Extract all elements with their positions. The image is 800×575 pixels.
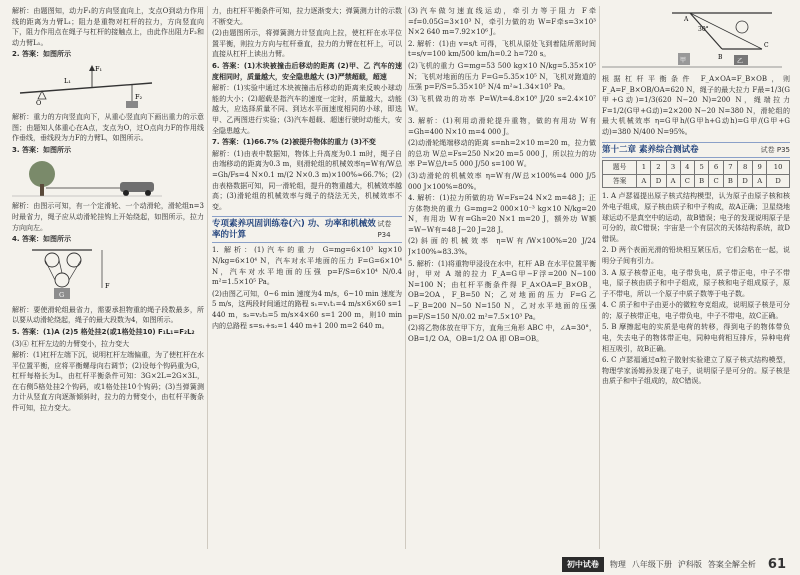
- column-divider: [599, 6, 600, 549]
- paragraph: 1. 解析：(1)汽车的重力 G=mg=6×10³ kg×10 N/kg=6×10⁴ N，汽车对水平地面的压力 F=G=6×10⁴ N，汽车对水平地面的压强 p=F/S=6×10⁴ N/0.4 m²=1.5×10⁵ Pa。: [212, 246, 402, 287]
- table-cell: 题号: [603, 161, 637, 175]
- footer-brand: 初中试卷: [562, 557, 604, 572]
- table-cell: 4: [680, 161, 695, 175]
- paragraph: (2)飞机的重力 G=mg=53 500 kg×10 N/kg=5.35×10⁵ N；飞机对地面的压力 F=G=5.35×10⁵ N，飞机对跑道的压强 p=F/S=5.35×10⁵ N/4 m²≈1.34×10⁵ Pa。: [408, 61, 596, 92]
- table-cell: 6: [709, 161, 724, 175]
- column-1: [12, 6, 204, 549]
- column-2: [212, 6, 402, 549]
- section-page-ref: 试卷 P34: [377, 220, 392, 239]
- paragraph: (2)动滑轮绳端移动的距离 s=nh=2×10 m=20 m，拉力做的总功 W总=Fs=250 N×20 m=5 000 J，所以拉力的功率 P=W总/t=5 000 J/50 s=100 W。: [408, 139, 596, 169]
- answer-table: [602, 160, 790, 188]
- table-cell: A: [666, 174, 680, 188]
- tree-car-figure: [12, 158, 204, 198]
- table-cell: D: [651, 174, 666, 188]
- paragraph: 5. 解析：(1)将重物甲浸没在水中，杠杆 AB 在水平位置平衡时，甲对 A 端的拉力 F_A=G甲−F浮=200 N−100 N=100 N；由杠杆平衡条件得 F_A×OA=F_B×OB，OB=2OA，F_B=50 N；乙对地面的压力 F=G乙−F_B=200 N−50 N=150 N，乙对水平地面的压强 p=F/S=150 N/0.02 m²=7.5×10³ Pa。: [408, 259, 596, 321]
- column-divider: [207, 6, 208, 549]
- paragraph: 1. A 卢瑟福提出原子核式结构模型，认为原子由原子核和核外电子组成，原子核由质子和中子构成，故A正确；卫星绕地球运动不是真空中的运动，故B错误；电子的发现说明原子是可分的，故C错误；宇宙是一个有层次的天体结构系统，故D错误。: [602, 192, 790, 243]
- table-cell: 1: [637, 161, 651, 175]
- paragraph: 解析：重力的方向竖直向下，从重心竖直向下画出重力的示意图；由题知人体重心在A点，支点为O，过O点向力F的作用线作垂线，垂线段为力F的力臂L，如图所示。: [12, 112, 204, 143]
- table-cell: B: [723, 174, 737, 188]
- label-a: A: [684, 16, 689, 23]
- label-jia: 甲: [680, 57, 687, 64]
- footer-series: 答案全解全析: [707, 559, 756, 569]
- paragraph: 解析：(1)由表中数据知，物体上升高度为0.1 m时，绳子自由端移动的距离为0.3 m，则滑轮组的机械效率η=W有/W总=Gh/Fs=4 N×0.1 m/(2 N×0.3 m)×100%≈66.7%；(2)由表格数据可知，同一滑轮组，提升的物重越大，机械效率越高；(3)滑轮组的机械效率与绳子的绕法无关，机械效率不变。: [212, 149, 402, 211]
- table-cell: C: [709, 174, 724, 188]
- section-header: [602, 142, 790, 159]
- paragraph: (3)汽车做匀速直线运动，牵引力等于阻力 F牵=f=0.05G=3×10³ N，牵引力做的功 W=F牵s=3×10³ N×2 640 m=7.92×10⁶ J。: [408, 7, 596, 37]
- paragraph: (2)将乙物体放在甲下方，直角三角形 ABC 中，∠A=30°，OB=1/2 OA，OB=1/2 OA 即 OB=OB。: [408, 324, 596, 343]
- table-cell: D: [738, 174, 753, 188]
- answer-label: 2. 答案：如图所示: [12, 50, 71, 59]
- paragraph: (2)由题图所示，将弹簧测力计竖直向上拉，使杠杆在水平位置平衡，则拉力方向与杠杆垂直，拉力的力臂在杠杆上，可以直接从杠杆上读出力臂。: [212, 29, 402, 59]
- table-cell: 10: [767, 161, 790, 175]
- label-f: F: [105, 281, 110, 290]
- paragraph: (2)由图乙可知，0~6 min 速度为4 m/s，6~10 min 速度为5 m/s，这两段时间通过的路程 s₁=v₁t₁=4 m/s×6×60 s=1 440 m，s₂=v₂t₂=5 m/s×4×60 s=1 200 m，则10 min内的总路程 s=s₁+s₂=1 440 m+1 200 m=2 640 m。: [212, 289, 402, 330]
- footer-subject: 物理: [609, 559, 626, 569]
- table-cell: 8: [738, 161, 753, 175]
- paragraph: 2. 解析：(1)由 v=s/t 可得，飞机从原处飞到着陆所需时间 t=s/v=100 km/500 km/h=0.2 h=720 s。: [408, 39, 596, 59]
- paragraph: 6. C 卢瑟福通过α粒子散射实验建立了原子核式结构模型，物理学家汤姆孙发现了电子，说明原子是可分的。原子核是由质子和中子组成的，故C错误。: [602, 356, 790, 386]
- table-cell: C: [680, 174, 695, 188]
- paragraph: (3)飞机做功的功率 P=W/t=4.8×10⁸ J/20 s=2.4×10⁷ W。: [408, 94, 596, 114]
- table-row: [603, 174, 790, 188]
- paragraph: 解析：要使滑轮组最省力，需要承担物重的绳子段数最多，所以要从动滑轮绕起，绳子的最大段数为4，如图所示。: [12, 305, 204, 325]
- column-3: [408, 6, 596, 549]
- paragraph: 2. D 两个表面光滑的铅块相互紧压后，它们会粘在一起，说明分子间有引力。: [602, 246, 790, 265]
- label-c: C: [764, 42, 769, 49]
- paragraph: 5. B 摩擦起电的实质是电荷的转移，得到电子的物体带负电，失去电子的物体带正电，同种电荷相互排斥，异种电荷相互吸引，故B正确。: [602, 323, 790, 353]
- table-cell: 2: [651, 161, 666, 175]
- answer-label: 4. 答案：如图所示: [12, 235, 71, 244]
- table-cell: 9: [753, 161, 767, 175]
- paragraph: 3. 解析：(1)利用动滑轮提升重物，做的有用功 W有=Gh=400 N×10 m=4 000 J。: [408, 116, 596, 136]
- label-g: G: [59, 290, 65, 299]
- paragraph: 根据杠杆平衡条件 F_A×OA=F_B×OB，则 F_A=F_B×OB/OA=620 N，绳子的最大拉力 F最=1/3(G甲+G动)=1/3(620 N−20 N)=200 N，绳端拉力 F=1/2(G甲+G动)=2×200 N−20 N=380 N，滑轮组的最大机械效率 η=G甲h/(G甲h+G动h)=G甲/(G甲+G动)=380 N/400 N=95%。: [602, 75, 790, 136]
- table-cell: A: [637, 174, 651, 188]
- paragraph: 力，由杠杆平衡条件可知，拉力逐渐变大；弹簧测力计的示数不断变大。: [212, 7, 402, 26]
- answer-label: 5. 答案：(1)A (2)5 格处挂2(或1格处挂10) F₁L₁=F₂L₂: [12, 327, 195, 336]
- page-number: 61: [767, 556, 786, 572]
- label-l1: L₁: [64, 76, 71, 85]
- label-f2: F₂: [135, 92, 143, 101]
- table-row: [603, 161, 790, 175]
- paragraph: 3. A 原子核带正电，电子带负电，质子带正电，中子不带电，原子核由质子和中子组成，原子核和电子组成原子，原子不带电，所以一个原子中质子数等于电子数。: [602, 268, 790, 298]
- answer-label: 6. 答案：(1)木块被撞击后移动的距离 (2)甲、乙 汽车的速度相同时，质量越大，安全隐患越大 (3)严禁超载，超速: [212, 61, 402, 81]
- column-divider: [405, 6, 406, 549]
- section-page-ref: 试卷 P35: [760, 145, 790, 154]
- table-cell: 7: [723, 161, 737, 175]
- table-cell: D: [767, 174, 790, 188]
- label-angle: 30°: [698, 26, 709, 33]
- section-header: [212, 216, 402, 243]
- footer-grade: 八年级下册: [631, 559, 672, 569]
- paragraph: (3)④ 杠杆左边的力臂变小，拉力变大: [12, 339, 130, 348]
- paragraph: (3)动滑轮的机械效率 η=W有/W总×100%=4 000 J/5 000 J×100%=80%。: [408, 171, 596, 191]
- column-4: [602, 6, 790, 549]
- paragraph: (2)斜面的机械效率 η=W有/W×100%=20 J/24 J×100%≈83.3%。: [408, 237, 596, 257]
- paragraph: 解析：由图示可知，有一个定滑轮、一个动滑轮，滑轮组n=3时最省力，绳子应从动滑轮挂钩上开始绕起，如图所示，拉力方向向左。: [12, 202, 204, 232]
- table-cell: 答案: [603, 174, 637, 188]
- answer-label: 7. 答案：(1)66.7% (2)被提升物体的重力 (3)不变: [212, 138, 376, 147]
- paragraph: 解析：(1)实验中通过木块被撞击后移动的距离来反映小球动能的大小；(2)超载是指汽车的速度一定时，质量越大，动能越大，应选择质量不同、到达水平面速度相同的小球，即选甲、乙两图进行实验；(3)汽车超载、超速行驶时动能大，安全隐患越大。: [212, 84, 402, 135]
- table-cell: A: [753, 174, 767, 188]
- section-title: 专项素养巩固训练卷(六) 功、功率和机械效率的计算: [212, 219, 376, 240]
- label-f1: F₁: [95, 64, 103, 73]
- pulley-figure: [12, 248, 204, 302]
- footer-edition: 沪科版: [677, 559, 702, 569]
- section-title: 第十二章 素养综合测试卷: [602, 144, 699, 155]
- table-cell: B: [695, 174, 709, 188]
- paragraph: 4. 解析：(1)拉力所做的功 W=Fs=24 N×2 m=48 J；正方体物块的重力 G=mg=2 000×10⁻³ kg×10 N/kg=20 N，有用功 W有=Gh=20 N×1 m=20 J，额外功 W额=W−W有=48 J−20 J=28 J。: [408, 194, 596, 234]
- paragraph: 解析：(1)杠杆左端下沉，说明杠杆左端偏重，为了使杠杆在水平位置平衡，应将平衡螺母向右调节；(2)设每个钩码重为G，杠杆每格长为L，由杠杆平衡条件可知：3G×2L=2G×3L，在右侧5格处挂2个钩码，或1格处挂10个钩码；(3)当弹簧测力计从竖直方向逐渐倾斜时，拉力的力臂变小，由杠杆平衡条件可知，拉力变大。: [12, 351, 204, 413]
- answer-label: 3. 答案：如图所示: [12, 145, 71, 154]
- label-b: B: [718, 54, 723, 61]
- table-cell: 3: [666, 161, 680, 175]
- lever-figure: [12, 63, 204, 109]
- label-yi: 乙: [737, 58, 744, 65]
- page-footer: [0, 553, 800, 575]
- paragraph: 4. C 质子和中子由更小的微粒夸克组成，说明原子核是可分的；原子核带正电，电子带负电，中子不带电，故C正确。: [602, 301, 790, 320]
- table-cell: 5: [695, 161, 709, 175]
- lever-pulley-figure: [602, 9, 790, 71]
- label-o: O: [36, 98, 42, 107]
- paragraph: 解析：由题图知，动力F₁的方向竖直向上，支点O到动力作用线的距离为力臂L₁；阻力是重物对杠杆的拉力，方向竖直向下，阻力作用点在绳子与杠杆的接触点上，由此作出阻力F₂和动力臂L₁。: [12, 7, 204, 47]
